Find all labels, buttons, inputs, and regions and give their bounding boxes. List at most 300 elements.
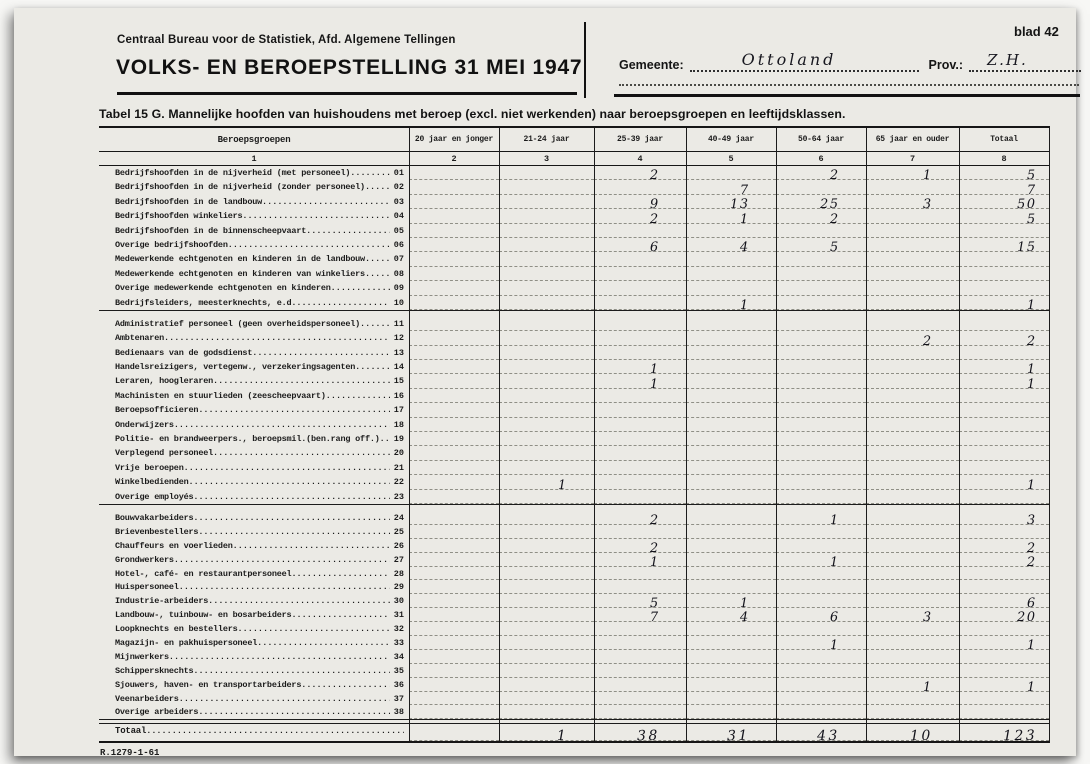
table-row [99, 252, 1049, 266]
row-number: 02 [393, 182, 404, 193]
handwritten-value: 13 [730, 197, 751, 213]
prov-value: Z.H. [987, 51, 1028, 69]
table-row [99, 166, 1049, 184]
row-label-cell [99, 475, 409, 489]
handwritten-value: 5 [1027, 168, 1038, 184]
data-cell [866, 403, 959, 417]
table-row [99, 525, 1049, 539]
data-cell [594, 331, 686, 345]
data-cell [409, 166, 499, 180]
data-cell [959, 692, 1049, 706]
data-cell [866, 539, 959, 553]
data-cell [499, 678, 594, 692]
handwritten-value: 2 [1027, 540, 1038, 556]
table-row [99, 692, 1049, 706]
row-label: Loopknechts en bestellers [115, 624, 238, 635]
dot-leader [174, 420, 390, 430]
dot-leader [213, 376, 390, 386]
row-number: 31 [393, 610, 404, 621]
dot-leader [326, 391, 390, 401]
data-cell [594, 650, 686, 664]
data-cell [959, 224, 1049, 238]
handwritten-value: 2 [650, 512, 661, 528]
row-label-cell [99, 224, 409, 238]
data-cell [499, 331, 594, 345]
row-number: 19 [393, 434, 404, 445]
table-row [99, 461, 1049, 475]
data-cell [594, 580, 686, 594]
row-label: Overige employés [115, 491, 194, 502]
row-number: 20 [393, 448, 404, 459]
data-cell [594, 180, 686, 194]
handwritten-value: 4 [740, 240, 751, 256]
column-divider-line [686, 128, 687, 741]
data-cell [409, 317, 499, 331]
handwritten-value: 7 [740, 182, 751, 198]
row-number: 17 [393, 405, 404, 416]
data-cell [499, 553, 594, 567]
dot-leader [193, 492, 389, 502]
data-cell [959, 664, 1049, 678]
data-cell [686, 281, 776, 295]
data-cell [409, 475, 499, 489]
data-cell [409, 195, 499, 209]
data-cell [776, 252, 866, 266]
handwritten-value: 1 [1027, 297, 1038, 313]
row-label-cell [99, 580, 409, 594]
table-row [99, 281, 1049, 295]
column-number-row [99, 152, 1049, 166]
data-cell [594, 490, 686, 504]
row-label-cell [99, 267, 409, 281]
dot-leader [301, 680, 390, 690]
row-label: Vrije beroepen [115, 462, 184, 473]
handwritten-value: 3 [1027, 512, 1038, 528]
totals-cell [594, 724, 686, 745]
row-label-cell [99, 180, 409, 194]
data-cell [409, 267, 499, 281]
handwritten-value: 1 [830, 637, 841, 653]
row-label: Huispersoneel [115, 582, 179, 593]
data-cell [409, 705, 499, 719]
handwritten-value: 5 [650, 596, 661, 612]
data-cell [686, 511, 776, 525]
col-header: 40-49 jaar [707, 135, 754, 144]
data-cell [594, 296, 686, 310]
column-divider-line [959, 128, 960, 741]
handwritten-value: 3 [923, 610, 934, 626]
col-number: 6 [818, 153, 824, 164]
dot-leader [193, 513, 389, 523]
data-cell [776, 166, 866, 184]
data-cell [594, 664, 686, 678]
data-cell [866, 580, 959, 594]
dot-leader [296, 298, 389, 308]
data-cell [776, 432, 866, 446]
data-cell [959, 446, 1049, 460]
col-number: 3 [544, 153, 549, 164]
table-row [99, 622, 1049, 636]
handwritten-total: 31 [727, 728, 751, 745]
data-cell [866, 195, 959, 213]
data-cell [866, 252, 959, 266]
data-cell [686, 296, 776, 313]
data-cell [776, 360, 866, 374]
data-cell [594, 317, 686, 331]
dot-leader [198, 707, 389, 717]
row-label: Winkelbedienden [115, 477, 189, 488]
data-cell [959, 195, 1049, 213]
data-cell [866, 418, 959, 432]
data-cell [499, 238, 594, 252]
data-cell [499, 490, 594, 504]
data-cell [686, 525, 776, 539]
data-cell [776, 389, 866, 403]
dot-leader [213, 448, 390, 458]
dot-leader [257, 638, 390, 648]
table-row [99, 650, 1049, 664]
data-cell [776, 692, 866, 706]
data-cell [594, 195, 686, 213]
dotted-rule [619, 84, 1079, 86]
row-label: Bedrijfshoofden in de nijverheid (zonder personeel) [115, 182, 365, 193]
handwritten-value: 1 [1027, 679, 1038, 695]
row-number: 09 [393, 283, 404, 294]
data-cell [686, 195, 776, 213]
data-cell [499, 650, 594, 664]
row-label-cell [99, 650, 409, 664]
table-row [99, 331, 1049, 349]
sheet-number: blad 42 [1014, 24, 1059, 39]
row-number: 28 [393, 568, 404, 579]
data-cell [409, 539, 499, 553]
data-cell [499, 622, 594, 636]
data-cell [499, 418, 594, 432]
data-cell [594, 346, 686, 360]
row-label: Brievenbestellers [115, 526, 199, 537]
data-cell [686, 461, 776, 475]
col-header: Totaal [990, 135, 1018, 144]
table-row [99, 224, 1049, 238]
totals-label: Totaal [115, 726, 147, 737]
data-cell [959, 475, 1049, 493]
row-label: Sjouwers, haven- en transportarbeiders [115, 679, 302, 690]
data-cell [776, 525, 866, 539]
table-row [99, 267, 1049, 281]
row-label: Landbouw-, tuinbouw- en bosarbeiders [115, 610, 292, 621]
row-label: Bedrijfshoofden winkeliers [115, 211, 243, 222]
data-cell [866, 166, 959, 184]
data-cell [409, 418, 499, 432]
handwritten-value: 25 [820, 197, 841, 213]
data-cell [499, 580, 594, 594]
data-cell [776, 374, 866, 388]
row-label-cell [99, 403, 409, 417]
data-cell [409, 403, 499, 417]
row-number: 21 [393, 462, 404, 473]
handwritten-total: 10 [910, 728, 934, 745]
data-cell [499, 224, 594, 238]
dot-leader [380, 434, 390, 444]
data-cell [409, 636, 499, 650]
data-cell [776, 224, 866, 238]
data-cell [594, 389, 686, 403]
data-cell [594, 238, 686, 256]
data-cell [594, 622, 686, 636]
row-label: Ambtenaren [115, 333, 165, 344]
row-label-cell [99, 692, 409, 706]
handwritten-value: 1 [1027, 376, 1038, 392]
row-number: 14 [393, 362, 404, 373]
row-label-cell [99, 705, 409, 719]
data-cell [594, 374, 686, 392]
table-row [99, 180, 1049, 198]
data-cell [409, 678, 499, 692]
data-cell [866, 317, 959, 331]
data-cell [409, 553, 499, 567]
data-cell [776, 553, 866, 570]
col-header: 25-39 jaar [616, 135, 663, 144]
data-cell [866, 296, 959, 310]
data-cell [499, 296, 594, 310]
data-cell [686, 238, 776, 256]
table-row [99, 296, 1049, 313]
col-header: 50-64 jaar [797, 135, 844, 144]
row-label-cell [99, 281, 409, 295]
handwritten-total: 123 [1002, 728, 1038, 745]
data-cell [499, 475, 594, 493]
data-cell [776, 346, 866, 360]
header-rule-right [614, 94, 1080, 97]
data-cell [594, 281, 686, 295]
handwritten-value: 2 [650, 168, 661, 184]
data-cell [686, 705, 776, 719]
data-cell [594, 461, 686, 475]
data-cell [776, 705, 866, 719]
row-label: Hotel-, café- en restaurantpersoneel [115, 568, 292, 579]
data-cell [594, 418, 686, 432]
column-divider-line [866, 128, 867, 741]
data-cell [776, 580, 866, 594]
row-label-cell [99, 594, 409, 608]
table-row [99, 475, 1049, 493]
gemeente-field [690, 48, 919, 72]
row-label-cell [99, 296, 409, 310]
totals-cell [499, 724, 594, 745]
row-label-cell [99, 539, 409, 553]
table-row [99, 432, 1049, 446]
data-cell [959, 705, 1049, 719]
organization-name: Centraal Bureau voor de Statistiek, Afd. Algemene Tellingen [117, 34, 456, 46]
totals-cell [686, 724, 776, 745]
handwritten-value: 1 [650, 362, 661, 378]
data-cell [866, 281, 959, 295]
data-cell [686, 490, 776, 504]
handwritten-total: 43 [817, 728, 841, 745]
data-cell [409, 594, 499, 608]
row-label-cell [99, 252, 409, 266]
data-cell [866, 678, 959, 695]
row-number: 32 [393, 624, 404, 635]
dot-leader [189, 477, 390, 487]
data-cell [776, 567, 866, 581]
row-label: Machinisten en stuurlieden (zeescheepvaart) [115, 390, 326, 401]
dot-leader [291, 569, 389, 579]
handwritten-value: 1 [1027, 362, 1038, 378]
data-cell [866, 389, 959, 403]
data-cell [686, 636, 776, 650]
data-cell [959, 331, 1049, 349]
row-label-cell [99, 567, 409, 581]
data-cell [409, 224, 499, 238]
data-cell [776, 238, 866, 256]
table-row [99, 664, 1049, 678]
data-cell [686, 539, 776, 553]
data-cell [409, 180, 499, 194]
data-cell [409, 374, 499, 388]
table-row [99, 553, 1049, 570]
data-cell [866, 446, 959, 460]
dot-leader [365, 254, 390, 264]
row-number: 13 [393, 347, 404, 358]
data-cell [959, 539, 1049, 556]
row-label-cell [99, 553, 409, 567]
dot-leader [365, 269, 390, 279]
data-cell [594, 705, 686, 719]
data-cell [686, 317, 776, 331]
gemeente-label: Gemeente: [619, 58, 684, 72]
data-cell [499, 461, 594, 475]
data-cell [686, 267, 776, 281]
data-cell [776, 490, 866, 504]
handwritten-value: 1 [740, 297, 751, 313]
data-cell [686, 224, 776, 238]
totals-label-cell [99, 724, 409, 741]
dot-leader [198, 527, 389, 537]
dot-leader [174, 555, 390, 565]
handwritten-value: 6 [1027, 596, 1038, 612]
data-cell [686, 360, 776, 374]
row-label-cell [99, 490, 409, 504]
handwritten-value: 1 [650, 376, 661, 392]
dot-leader [238, 624, 390, 634]
table-row [99, 539, 1049, 556]
dot-leader [360, 319, 390, 329]
col-number: 5 [728, 153, 734, 164]
row-label-cell [99, 331, 409, 345]
table-row [99, 678, 1049, 695]
row-number: 25 [393, 526, 404, 537]
table-row [99, 209, 1049, 227]
row-label-cell [99, 636, 409, 650]
handwritten-value: 3 [923, 197, 934, 213]
handwritten-value: 2 [650, 211, 661, 227]
data-cell [776, 296, 866, 310]
data-cell [686, 403, 776, 417]
data-cell [866, 650, 959, 664]
data-cell [959, 622, 1049, 636]
data-cell [409, 692, 499, 706]
data-cell [776, 539, 866, 553]
title-rule [117, 92, 577, 95]
handwritten-value: 7 [1027, 182, 1038, 198]
data-cell [499, 664, 594, 678]
data-cell [499, 360, 594, 374]
dot-leader [164, 333, 390, 343]
table-row [99, 511, 1049, 528]
data-cell [499, 252, 594, 266]
data-cell [959, 317, 1049, 331]
data-cell [776, 511, 866, 528]
data-cell [594, 553, 686, 570]
row-label-cell [99, 446, 409, 460]
data-cell [409, 389, 499, 403]
dot-leader [355, 362, 390, 372]
handwritten-value: 6 [650, 240, 661, 256]
data-cell [959, 346, 1049, 360]
data-cell [959, 374, 1049, 392]
municipality-block [619, 48, 1081, 72]
col-header: 65 jaar en ouder [875, 135, 950, 144]
data-cell [866, 346, 959, 360]
row-label: Schippersknechts [115, 665, 194, 676]
data-cell [409, 238, 499, 252]
data-cell [686, 389, 776, 403]
row-number: 06 [393, 239, 404, 250]
col-number: 7 [910, 153, 915, 164]
data-cell [594, 267, 686, 281]
data-cell [409, 432, 499, 446]
data-cell [959, 238, 1049, 256]
data-cell [776, 608, 866, 626]
handwritten-value: 1 [923, 168, 934, 184]
data-cell [776, 678, 866, 692]
table-row [99, 705, 1049, 719]
row-label: Magazijn- en pakhuispersoneel [115, 638, 258, 648]
data-cell [866, 238, 959, 252]
data-cell [959, 636, 1049, 653]
table-row [99, 636, 1049, 653]
table-row [99, 346, 1049, 360]
data-cell [959, 511, 1049, 528]
row-number: 29 [393, 582, 404, 593]
data-cell [959, 418, 1049, 432]
data-cell [866, 567, 959, 581]
dot-leader [252, 348, 390, 358]
data-cell [686, 418, 776, 432]
row-number: 08 [393, 268, 404, 279]
row-label: Bedrijfshoofden in de nijverheid (met personeel) [115, 168, 351, 178]
data-cell [959, 180, 1049, 198]
totals-cell [409, 724, 499, 741]
data-cell [866, 267, 959, 281]
data-cell [499, 692, 594, 706]
row-label: Medewerkende echtgenoten en kinderen in de landbouw [115, 254, 365, 265]
row-label-cell [99, 511, 409, 525]
data-cell [499, 209, 594, 223]
handwritten-value: 2 [830, 211, 841, 227]
data-cell [499, 608, 594, 622]
data-cell [409, 209, 499, 223]
dot-leader [306, 226, 390, 236]
row-number: 16 [393, 390, 404, 401]
row-label-cell [99, 360, 409, 374]
data-cell [594, 692, 686, 706]
data-cell [594, 594, 686, 612]
data-cell [686, 553, 776, 567]
handwritten-value: 1 [650, 554, 661, 570]
handwritten-value: 4 [740, 610, 751, 626]
